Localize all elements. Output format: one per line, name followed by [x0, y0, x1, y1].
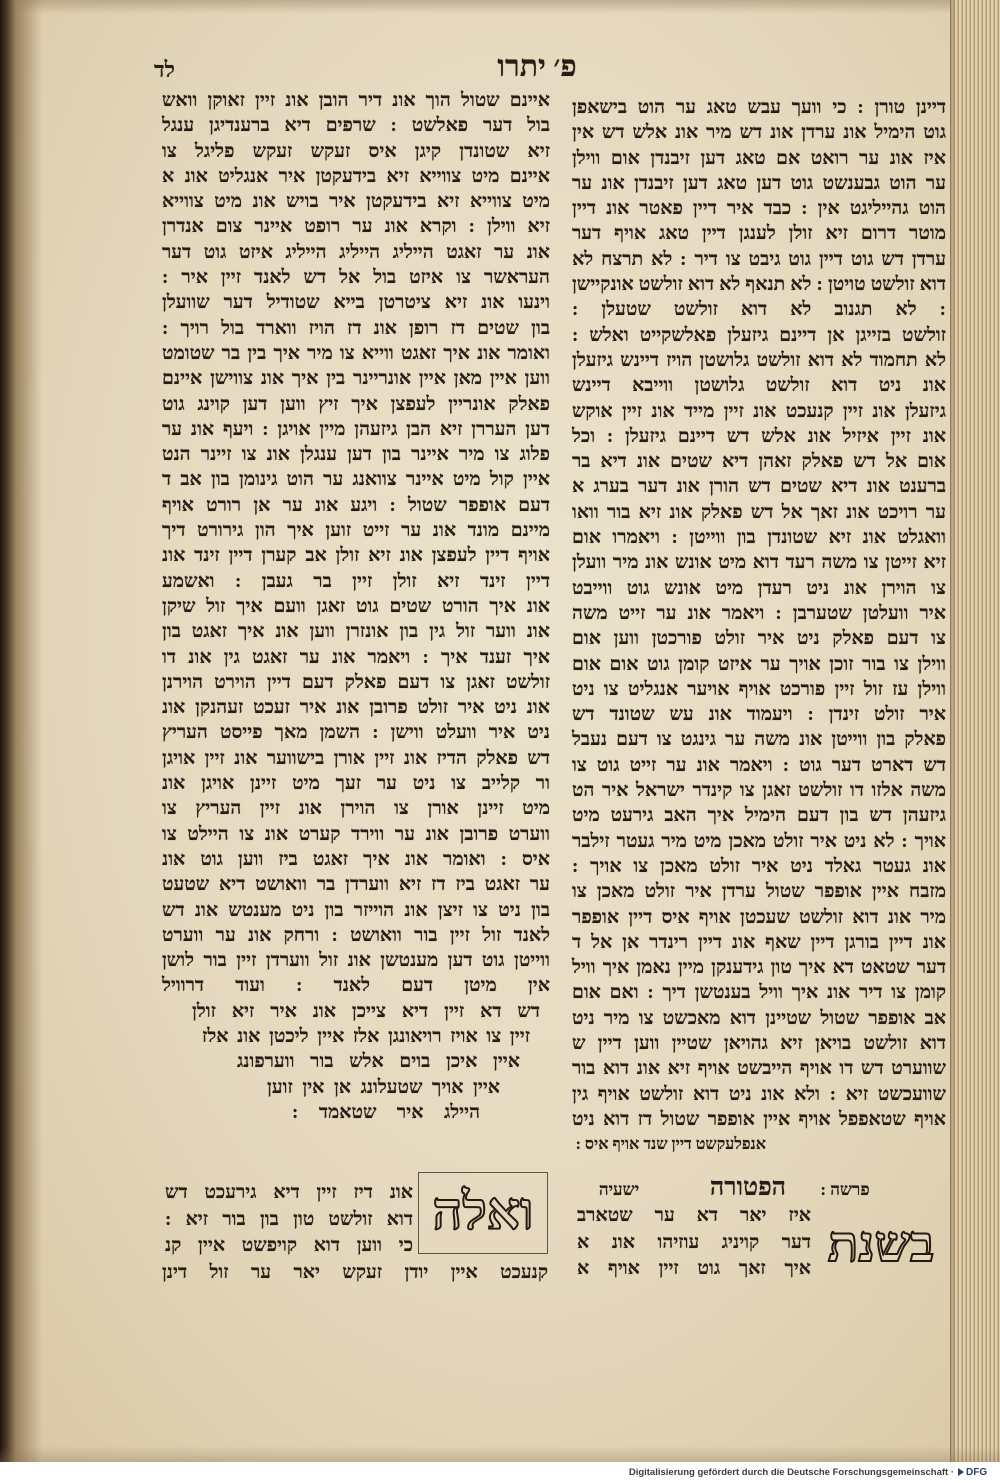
text-line: אין מיטן דעם לאנד : ועוד דרוויל: [161, 975, 550, 997]
text-line: פלוג צו מיר איינר בון דען ענגלן אונ צו זיינר הנט: [162, 444, 550, 466]
text-line-final: אנפלעקשט דיין שנד אויף איס :: [575, 1136, 766, 1154]
text-line: גיזעלן אונ זיין קנעכט אונ זיין מייד אונ זיין אוקש: [571, 400, 946, 422]
text-line: פאלק אונריין לעפצן איך זיץ ווען דען קוינג גוט: [162, 393, 550, 415]
text-line: וינעו אונ זיא ציטרטן בייא שטודיל דער שוועלן: [162, 292, 550, 314]
text-line: אונ געטר גאלד ניט איר זולט מאכן צו אויך :: [571, 855, 946, 877]
digitization-credit: Digitalisierung gefördert durch die Deutsche Forschungsgemeinschaft ·: [628, 1467, 954, 1478]
text-line: אונ ווער זול גין בון אונזרן ווען אונ איך זאגט בון: [162, 621, 550, 643]
text-line: איין קול מיט איינר צוואנג ער הוט גינומן בון אב ד: [162, 469, 550, 491]
text-line: ווייטן גוט דען מענטשן אונ זול ווערדן זיין בור לושן: [161, 950, 550, 972]
text-line: ווען איין מאן איין אונריינר בין איך אונ צווישן איינם: [162, 368, 550, 390]
text-line: אונ דיין בורגן דיין שאף אונ דיין רינדר אן אל ד: [571, 931, 946, 953]
text-line: דער שטאט דא איך טון גידענקן מיין נאמן איך וויל: [571, 957, 946, 979]
text-line: זולשט זאגן צו דעם פאלק דעם דיין הוירט הוירנן: [161, 671, 550, 693]
haftarah-initial-word: בשנת: [827, 1216, 935, 1272]
text-line: דוא זולשט טון בון בור זיא :: [165, 1208, 413, 1230]
text-line: מוטר דרום זיא זולן לענגן דיין טאג אויף דער: [571, 223, 946, 245]
text-line: בול דער פאלשט : שרפים דיא ברענדיגן ענגל: [162, 115, 550, 137]
text-line: איר זולט זינדן : ויעמוד אונ עש שטונד דש: [571, 704, 946, 726]
text-line: קנעכט איין יודן זעקש יאר ער זול דינן: [161, 1262, 548, 1283]
haftarah-heading-book: ישעיה: [598, 1180, 640, 1199]
text-line: אב אופפר שטול שטיינן דוא מאכשט צו מיר ניט: [572, 1007, 946, 1029]
text-line: דוא זולשט טויטן : לא תנאף לא דוא זולשט אונקיישן: [572, 274, 946, 296]
text-line: איינם מיט צווייא זיא בידעקטן איר אנגליט אונ א: [162, 165, 550, 187]
text-line: דער קויניג עוזיהו אונ א: [577, 1231, 811, 1253]
left-text-column: [160, 88, 550, 1125]
text-line: אונ ניט איר זולט פרובן אונ איר זעכט זעהנקן אונ: [162, 697, 550, 719]
text-line: דש דארט דער גוט : ויאמר אונ ער זייט גוט צו: [571, 754, 946, 776]
text-line-taper: היילג איר שטאמד :: [292, 1101, 480, 1123]
text-line-taper: איין אויך שטעלונג אן אין זוען: [267, 1076, 500, 1098]
haftarah-text: [575, 1203, 811, 1283]
text-line: ור קלייב צו ניט ער זעך מיט זיינן אויגן אונ: [162, 773, 550, 795]
text-line: ואומר אונ איך זאגט ווייא צו מיר איך בין בר שטומט: [161, 342, 550, 364]
text-line: ער הוט גבענשט גוט דען טאג דען זיבנדן אונ ער: [571, 172, 946, 194]
text-line: איך זענד איך : ויאמר אונ ער זאגט גין אונ דו: [162, 646, 550, 668]
text-line: שווערט דש דו אויף הייבשט אויף זיא אונ דוא בור: [571, 1058, 946, 1080]
text-line: פאלק בון ווייטן אונ משה ער גינגט צו דעם נעבל: [572, 729, 946, 751]
mishpatim-text-full-line: [160, 1260, 548, 1287]
text-line: בון שטים דז רופן אונ דז הויז ווארד בול רויך :: [161, 317, 550, 339]
text-line: זולשט בזייגן אן דיינם גיזעלן פאלשקייט ואלש :: [571, 324, 946, 346]
text-line: אונ ניט דוא זולשט גלושטן ווייבא דיינש: [571, 375, 946, 397]
haftarah-heading-parsha: פרשה :: [820, 1180, 870, 1199]
text-line: דש פאלק הדיז אונ זיין אורן בישווער אונ זיין אויגן: [162, 747, 550, 769]
text-line: ווילן צו בור זוכן אויך ער איזט קומן גוט אום אום: [572, 653, 946, 675]
page-stack-edge: [950, 0, 1000, 1462]
text-line: גיזעהן דש בון דעם הימיל איך האב גירעט מיט: [571, 805, 946, 827]
text-line: אונ זיין איזיל אונ אלש דש דיינם גיזעלן : וכל: [572, 425, 946, 447]
text-line: איינם שטול הוך אונ דיר הובן אונ זיין זאוקן וואש: [161, 90, 550, 111]
text-line: איך זאך גוט זיין אויף א: [577, 1258, 811, 1279]
text-line-taper: דש דא זיין דיא צייכן אונ איר זיא זולן: [192, 1000, 540, 1022]
running-head: פ׳ יתרו: [497, 50, 577, 83]
haftarah-heading-title: הפטורה: [709, 1174, 787, 1201]
text-line: דוא זולשט בויאן זיא גהויאן שטיין ווען דיין ש: [571, 1032, 946, 1054]
text-line-taper: זיין צו אויז רויאונגן אלז איין ליכטן אונ אלז: [202, 1025, 530, 1047]
mishpatim-initial-word: ואלה: [418, 1172, 548, 1254]
text-line: אונ ער זאגט הייליג הייליג הייליג איזט גוט דער: [161, 241, 550, 263]
dfg-arrow-icon: [958, 1468, 964, 1476]
text-line: זיא ווילן : וקרא אונ ער רופט איינר צום אנדרן: [162, 216, 550, 238]
text-line: אויף דיין לעפצן אונ זיא זולן אב קערן דיין זינד אונ: [162, 545, 550, 567]
text-line: דען העררן זיא הבן גיזעהן מיין אויגן : ויעף אונ ער: [161, 418, 550, 440]
text-line: אויך : לא ניט איר זולט מאכן מיט מיר געטר זילבר: [572, 830, 946, 852]
text-line: אויף שטאפפל אויף איין אופפר שטול דז דוא ניט: [572, 1108, 946, 1130]
text-line: ברענט אונ דיא שטים דש הורן אונ דער בערג א: [571, 476, 946, 498]
dfg-logo-text: DFG: [966, 1467, 988, 1478]
text-line: לאנד זול זיין בור וואושט : ורחק אונ ער ווערט: [162, 924, 550, 946]
text-line: קומן צו דיר אונ איך וויל בענטשן דיך : ואם אום: [571, 982, 946, 1004]
text-line: ווילן עז זול זיין פורכט אויף אויער אנגליט צו ניט: [571, 678, 946, 700]
text-line: איר וועלטן שטערבן : ויאמר אונ ער זייט משה: [572, 602, 946, 624]
text-line: דעם אופפר שטול : ויגע אונ ער אן רורט אויף: [161, 494, 550, 516]
text-line: ערדן דש גוט דיין גוט גיבט צו דיר : לא תרצח לא: [572, 248, 946, 270]
text-line: ניט איר וועלט ווישן : השמן מאך פייסט העריץ: [161, 722, 550, 744]
text-line: דיינן טורן : כי וועך עבש טאג ער הוט בישאפן: [572, 97, 946, 118]
text-line: אום אל דש פאלק זאהן דיא שטים אונ דיא בר: [571, 451, 946, 473]
text-line: זיא שטונדן קיגן איס זעקש זעקש פליגל צו: [161, 140, 550, 162]
text-line: ער זאגט ביז דז זיא ווערדן בר וואושט דיא שטעט: [162, 874, 550, 896]
text-line: מזבח איין אופפר שטול ערדן איר זולט מאכן צו: [571, 881, 946, 903]
text-line: בון ניט צו זיצן אונ הוייזר בון ניט מענטש אונ דש: [162, 899, 550, 921]
text-line: צו הוירן אונ ניט רעדן מיט אונש גוט ווייבט: [571, 577, 946, 599]
text-line: מיר אונ דוא זולשט שעכטן אויף איס דיין אופפר: [571, 906, 946, 928]
text-line: : לא תגנוב לא דוא זולשט שטעלן :: [572, 299, 946, 321]
text-line: לא תחמוד לא דוא זולשט גלושטן הויז דיינש גיזעלן: [572, 349, 946, 371]
text-line: זיא זייטן צו משה רעד דוא מיט אונש אונ מיר וועלן: [572, 552, 946, 574]
text-line: מיט זיינן אורן צו הוירן אונ זיין העריץ צו: [161, 798, 550, 820]
text-line: גוט הימיל אונ ערדן אונ דש מיר אונ אלש דש אין: [572, 122, 946, 144]
text-line: צו דעם פאלק ניט איר זולט פורכטן ווען אום: [572, 628, 946, 650]
text-line: משה אלזו דו זולשט זאגן צו קינדר ישראל איר הט: [572, 780, 946, 802]
text-line: דיין זינד זיא זולן זיין בר געבן : ואשמע: [162, 570, 550, 592]
text-line: העראשר צו איזט בול אל דש לאנד זיין איר :: [162, 267, 550, 289]
text-line: ווערט פרובן אונ ער ווירד קערט אונ צו היילט צו: [161, 823, 550, 845]
text-line: וואגלט אונ זיא שטונדן בון ווייטן : ויאמרו אום: [572, 527, 946, 549]
page-bottom-shadow: [0, 1446, 1000, 1462]
text-line: שוועכשט זיא : ולא אונ ניט דוא זולשט אויף גין: [572, 1083, 946, 1105]
folio-number: לד: [154, 57, 175, 82]
text-line: אונ דיז זיין דיא גירעכט דש: [165, 1182, 413, 1203]
text-line: מיט צווייא זיא בידעקטן איר בויש אונ מיט צווייא: [161, 191, 550, 213]
text-line-taper: איין איכן בוים אלש בור ווערפונג: [237, 1051, 520, 1073]
text-line: איס : ואומר אונ איך זאגט ביז ווען גוט אונ: [162, 848, 550, 870]
dfg-logo: [958, 1465, 994, 1480]
text-line: כי ווען דוא קויפשט איין קנ: [164, 1235, 413, 1256]
mishpatim-text: [163, 1180, 413, 1260]
text-line: איז אונ ער רואט אם טאג דען זיבנדן אום ווילן: [571, 147, 946, 169]
right-text-column: [570, 95, 946, 1157]
text-line: הוט גהייליגט אין : כבד איר דיין פאטר אונ דיין: [572, 198, 946, 220]
text-line: איז יאר דא ער שטארב: [577, 1205, 811, 1226]
text-line: ער רויכט אונ זאך אל דש פאלק אונ זיא בור וואו: [571, 501, 946, 523]
text-line: מיינם מונד אונ ער זייט זוען איך הון גירורט דיך: [162, 520, 550, 542]
text-line: אונ איך הורט שטים גוט זאגן וועם איך זול שיקן: [162, 595, 550, 617]
